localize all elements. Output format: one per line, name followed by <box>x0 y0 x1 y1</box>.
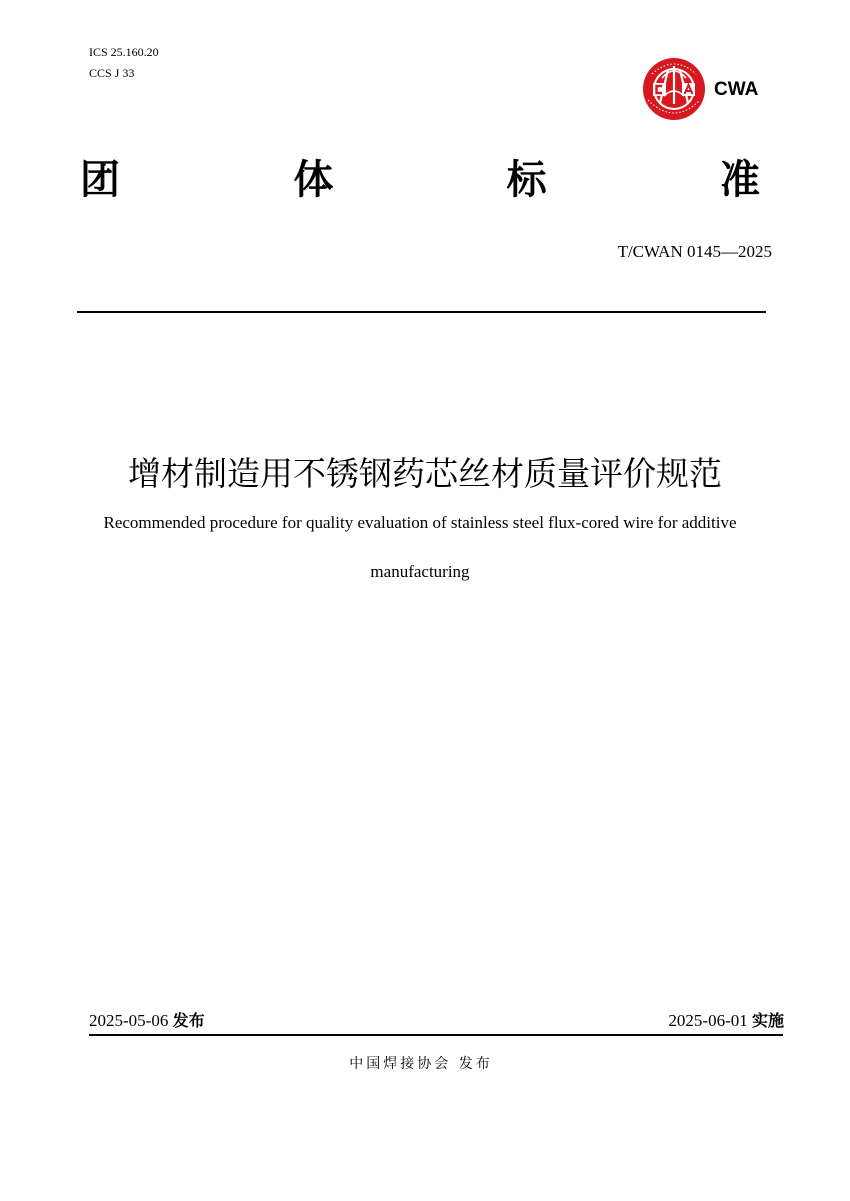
ics-code: ICS 25.160.20 <box>89 45 159 59</box>
standard-type-char: 标 <box>506 157 547 203</box>
ccs-code: CCS J 33 <box>89 66 135 80</box>
cwa-logo <box>638 56 768 122</box>
standard-type-title <box>80 155 760 205</box>
issue-date-block <box>89 1010 205 1032</box>
issue-date: 2025-05-06 <box>89 1011 169 1030</box>
standard-number: T/CWAN 0145—2025 <box>617 242 772 261</box>
issue-label: 发布 <box>172 1011 205 1030</box>
standard-type-char: 准 <box>719 157 760 203</box>
implementation-date-block <box>668 1010 784 1032</box>
standard-type-char: 体 <box>293 157 334 203</box>
chinese-title: 增材制造用不锈钢药芯丝材质量评价规范 <box>128 454 722 493</box>
implementation-date: 2025-06-01 <box>668 1011 748 1030</box>
cwa-seal-icon <box>638 56 710 122</box>
standard-type-char: 团 <box>80 157 120 203</box>
top-divider <box>77 311 766 313</box>
english-title-line1: Recommended procedure for quality evaluation of stainless steel flux-cored wire for additive <box>103 513 737 532</box>
bottom-divider <box>89 1034 783 1036</box>
logo-text: CWA <box>714 79 759 100</box>
english-title-line2: manufacturing <box>370 562 470 581</box>
implementation-label: 实施 <box>751 1011 784 1030</box>
publisher: 中国焊接协会 发布 <box>349 1056 493 1072</box>
